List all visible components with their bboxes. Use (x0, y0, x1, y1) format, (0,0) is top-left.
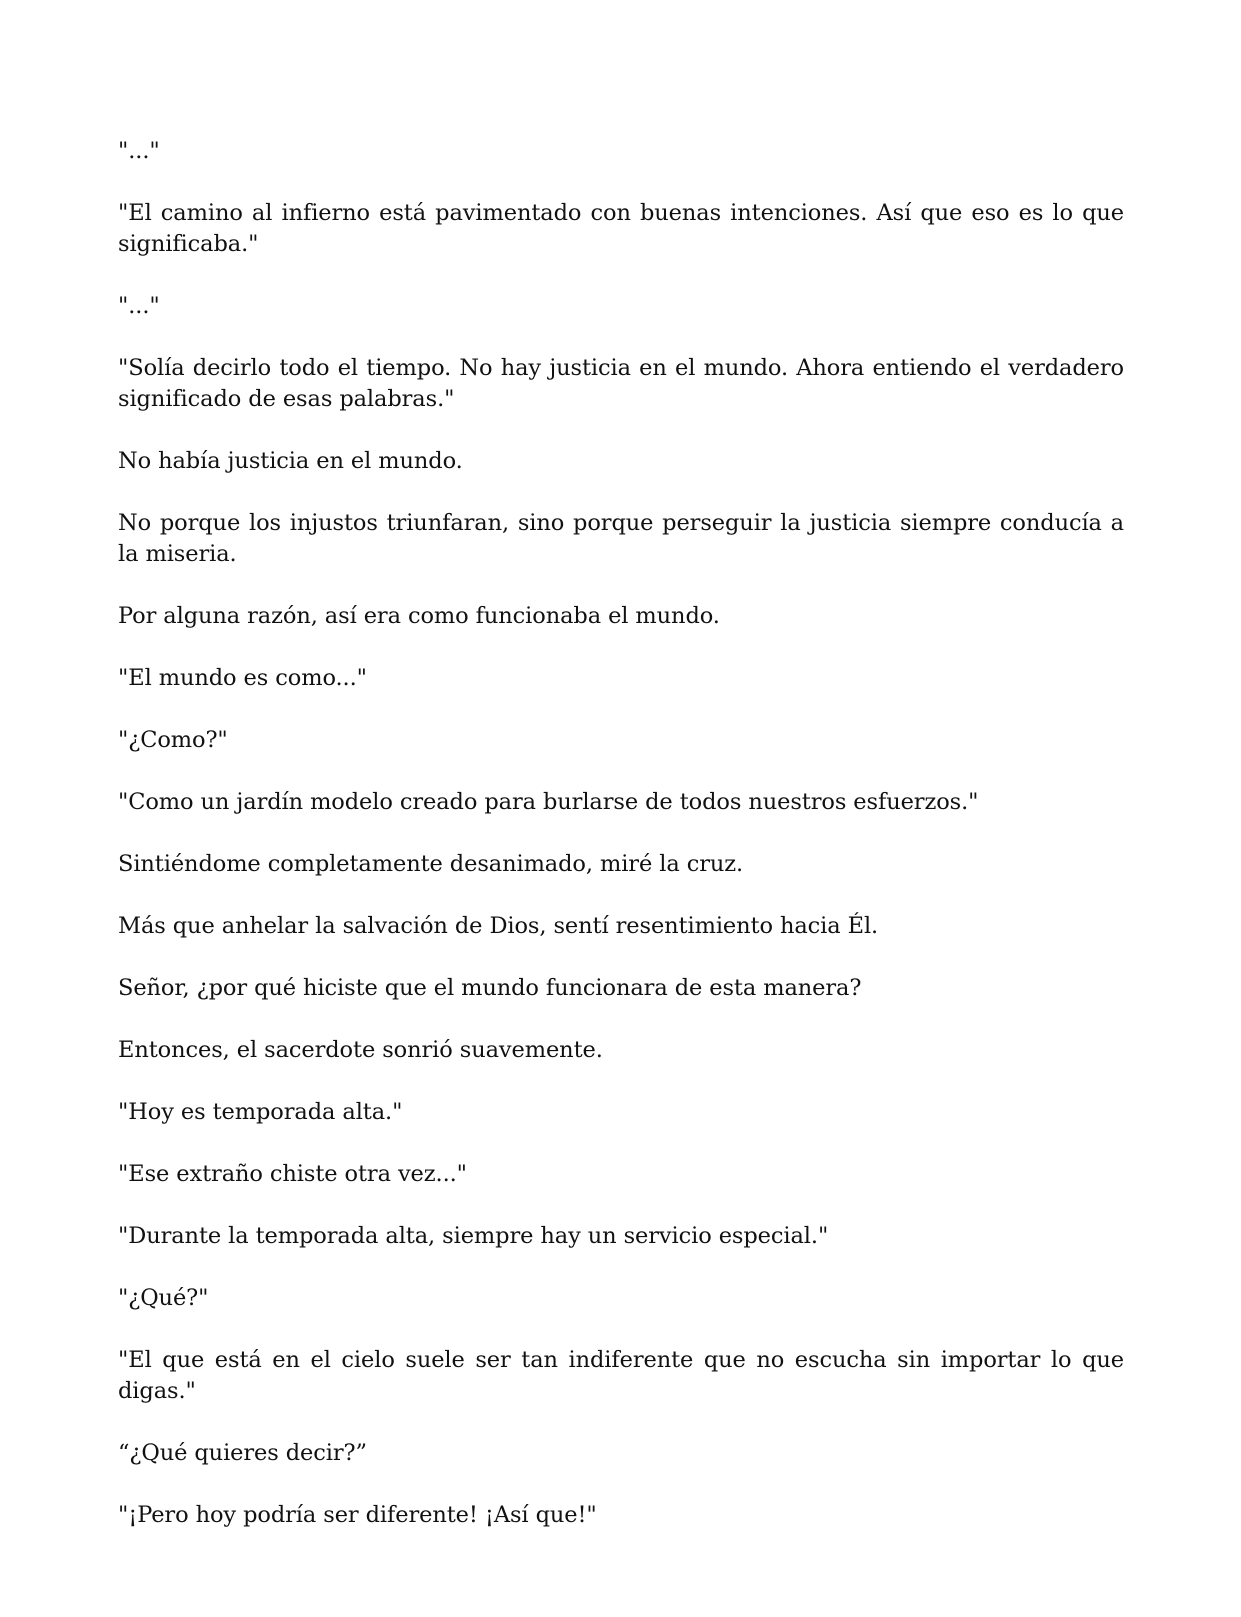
paragraph: "El que está en el cielo suele ser tan indiferente que no escucha sin importar lo que digas." (118, 1347, 1124, 1404)
paragraph: "..." (118, 293, 160, 319)
paragraph: "..." (118, 138, 160, 164)
paragraph: "El camino al infierno está pavimentado con buenas intenciones. Así que eso es lo que significaba." (118, 200, 1124, 257)
paragraph: Por alguna razón, así era como funcionaba el mundo. (118, 603, 720, 629)
paragraph: "¿Como?" (118, 727, 228, 753)
paragraph: No había justicia en el mundo. (118, 448, 463, 474)
paragraph: Sintiéndome completamente desanimado, miré la cruz. (118, 851, 744, 877)
paragraph: "Como un jardín modelo creado para burlarse de todos nuestros esfuerzos." (118, 789, 979, 815)
paragraph: "¿Qué?" (118, 1285, 209, 1311)
paragraph: “¿Qué quieres decir?” (118, 1440, 367, 1466)
paragraph: "Ese extraño chiste otra vez..." (118, 1161, 467, 1187)
paragraph: "Hoy es temporada alta." (118, 1099, 403, 1125)
document-body (118, 136, 1124, 1531)
paragraph: Señor, ¿por qué hiciste que el mundo funcionara de esta manera? (118, 975, 862, 1001)
paragraph: No porque los injustos triunfaran, sino porque perseguir la justicia siempre conducía a la miseria. (118, 510, 1124, 567)
paragraph: Entonces, el sacerdote sonrió suavemente. (118, 1037, 603, 1063)
paragraph: "¡Pero hoy podría ser diferente! ¡Así que!" (118, 1502, 597, 1528)
paragraph: "El mundo es como..." (118, 665, 367, 691)
paragraph: "Solía decirlo todo el tiempo. No hay justicia en el mundo. Ahora entiendo el verdadero significado de esas palabras." (118, 355, 1124, 412)
paragraph: Más que anhelar la salvación de Dios, sentí resentimiento hacia Él. (118, 913, 879, 939)
paragraph: "Durante la temporada alta, siempre hay un servicio especial." (118, 1223, 829, 1249)
